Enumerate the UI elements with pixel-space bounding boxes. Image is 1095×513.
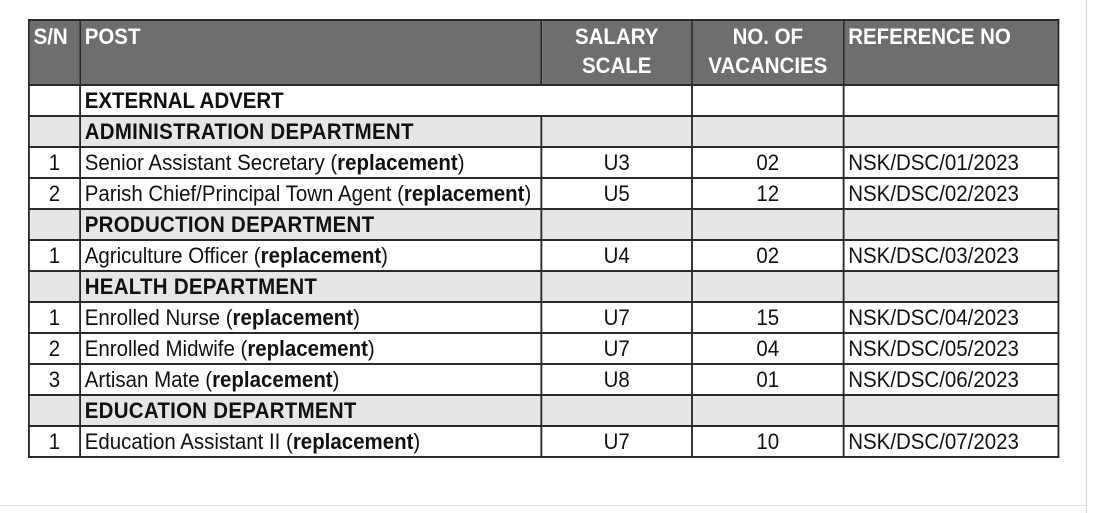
- table-header-row: [29, 20, 1059, 85]
- department-row: [29, 116, 1059, 147]
- post-title: [80, 333, 541, 364]
- page-edge-divider: [1086, 0, 1087, 513]
- post-title-suffix: ): [381, 243, 388, 268]
- department-name: PRODUCTION DEPARTMENT: [80, 209, 541, 240]
- salary-scale: U7: [541, 333, 692, 364]
- header-post: POST: [80, 20, 541, 85]
- reference-number: NSK/DSC/05/2023: [844, 333, 1059, 364]
- serial-number: 1: [29, 240, 80, 271]
- post-title-suffix: ): [413, 429, 421, 454]
- table-cell-empty: [29, 85, 80, 116]
- table-row: [29, 426, 1059, 457]
- post-title-suffix: ): [524, 181, 532, 206]
- header-sn: S/N: [29, 20, 80, 85]
- table-cell-empty: [29, 395, 80, 426]
- post-title: [80, 240, 541, 271]
- vacancy-table: [28, 19, 1059, 458]
- table-cell-empty: [844, 271, 1059, 302]
- post-title-text: Enrolled Midwife (: [84, 336, 248, 361]
- salary-scale: U7: [541, 302, 692, 333]
- serial-number: 1: [29, 147, 80, 178]
- post-title-text: Parish Chief/Principal Town Agent (: [84, 181, 404, 206]
- table-cell-empty: [29, 116, 80, 147]
- table-cell-empty: [29, 271, 80, 302]
- external-advert-label: EXTERNAL ADVERT: [80, 85, 692, 116]
- post-title-text: Education Assistant II (: [84, 429, 293, 454]
- department-row: [29, 271, 1059, 302]
- vacancy-count: 15: [692, 302, 844, 333]
- table-row: [29, 364, 1059, 395]
- post-title: [80, 147, 541, 178]
- table-cell-empty: [29, 209, 80, 240]
- vacancy-count: 04: [692, 333, 844, 364]
- serial-number: 1: [29, 302, 80, 333]
- post-title: [80, 178, 541, 209]
- post-title-suffix: ): [332, 367, 340, 392]
- post-title: [80, 426, 541, 457]
- table-cell-empty: [692, 85, 844, 116]
- reference-number: NSK/DSC/04/2023: [844, 302, 1059, 333]
- replacement-label: replacement: [247, 336, 368, 361]
- page-bottom-divider: [0, 505, 1086, 506]
- table-row: [29, 178, 1059, 209]
- post-title-text: Agriculture Officer (: [84, 243, 261, 268]
- post-title-text: Artisan Mate (: [84, 367, 213, 392]
- table-row: [29, 240, 1059, 271]
- post-title: [80, 364, 541, 395]
- replacement-label: replacement: [260, 243, 382, 268]
- replacement-label: replacement: [403, 181, 525, 206]
- post-title-text: Enrolled Nurse (: [84, 305, 233, 330]
- vacancy-count: 02: [692, 240, 844, 271]
- table-row: [29, 333, 1059, 364]
- serial-number: 2: [29, 178, 80, 209]
- table-cell-empty: [692, 271, 844, 302]
- department-name: ADMINISTRATION DEPARTMENT: [80, 116, 541, 147]
- header-reference: REFERENCE NO: [844, 20, 1059, 85]
- table-cell-empty: [844, 85, 1059, 116]
- replacement-label: replacement: [292, 429, 414, 454]
- table-row: [29, 302, 1059, 333]
- table-cell-empty: [692, 116, 844, 147]
- serial-number: 2: [29, 333, 80, 364]
- replacement-label: replacement: [232, 305, 354, 330]
- salary-scale: U5: [541, 178, 692, 209]
- header-salary-scale: SALARY SCALE: [541, 20, 692, 85]
- department-name: HEALTH DEPARTMENT: [80, 271, 541, 302]
- table-cell-empty: [541, 395, 692, 426]
- table-cell-empty: [844, 395, 1059, 426]
- table-cell-empty: [844, 209, 1059, 240]
- post-title-suffix: ): [457, 150, 465, 175]
- replacement-label: replacement: [212, 367, 333, 392]
- table-cell-empty: [692, 209, 844, 240]
- table-row: [29, 147, 1059, 178]
- salary-scale: U7: [541, 426, 692, 457]
- table-cell-empty: [692, 395, 844, 426]
- reference-number: NSK/DSC/02/2023: [844, 178, 1059, 209]
- table-cell-empty: [541, 271, 692, 302]
- vacancy-count: 02: [692, 147, 844, 178]
- salary-scale: U3: [541, 147, 692, 178]
- post-title: [80, 302, 541, 333]
- table-cell-empty: [844, 116, 1059, 147]
- salary-scale: U4: [541, 240, 692, 271]
- serial-number: 1: [29, 426, 80, 457]
- department-row: [29, 395, 1059, 426]
- serial-number: 3: [29, 364, 80, 395]
- vacancy-count: 01: [692, 364, 844, 395]
- salary-scale: U8: [541, 364, 692, 395]
- department-row: [29, 209, 1059, 240]
- post-title-suffix: ): [353, 305, 360, 330]
- vacancy-count: 10: [692, 426, 844, 457]
- replacement-label: replacement: [337, 150, 458, 175]
- reference-number: NSK/DSC/07/2023: [844, 426, 1059, 457]
- reference-number: NSK/DSC/01/2023: [844, 147, 1059, 178]
- reference-number: NSK/DSC/03/2023: [844, 240, 1059, 271]
- reference-number: NSK/DSC/06/2023: [844, 364, 1059, 395]
- vacancy-count: 12: [692, 178, 844, 209]
- external-advert-row: [29, 85, 1059, 116]
- post-title-suffix: ): [367, 336, 375, 361]
- table-body: [29, 85, 1059, 457]
- department-name: EDUCATION DEPARTMENT: [80, 395, 541, 426]
- header-vacancies: NO. OF VACANCIES: [692, 20, 844, 85]
- table-cell-empty: [541, 209, 692, 240]
- post-title-text: Senior Assistant Secretary (: [84, 150, 338, 175]
- table-cell-empty: [541, 116, 692, 147]
